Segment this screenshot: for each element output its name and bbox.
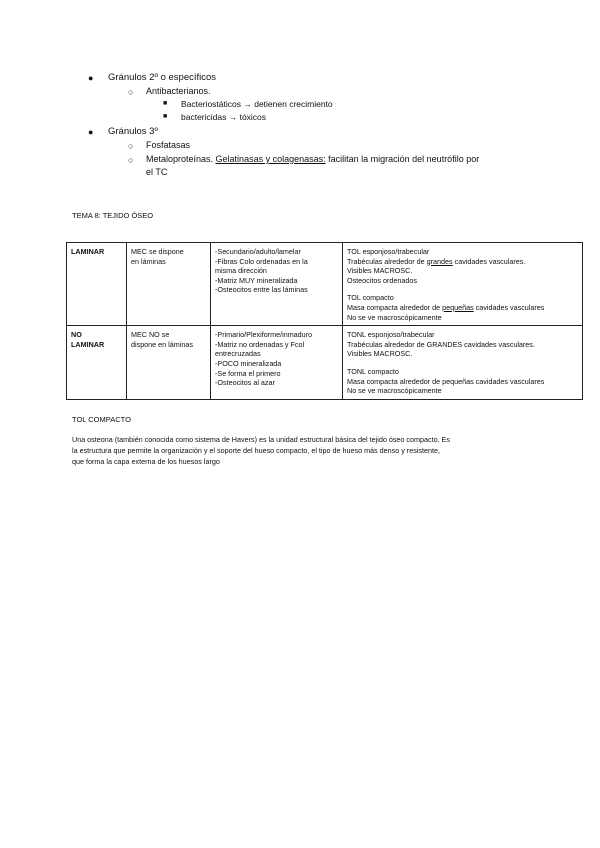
row-header: NO xyxy=(71,330,82,340)
osteona-paragraph xyxy=(72,434,450,467)
outline-item: Gránulos 3º xyxy=(108,126,158,137)
outline-item xyxy=(146,154,479,164)
features-cell xyxy=(211,243,343,326)
outline-item: Antibacterianos. xyxy=(146,86,211,96)
table-row xyxy=(67,326,583,400)
cell-line: -POCO mineralizada xyxy=(215,358,282,368)
cell-line: No se ve macroscópicamente xyxy=(347,312,442,322)
outline-item-continuation: el TC xyxy=(146,167,168,177)
outline-item: bactericidas → tóxicos xyxy=(181,112,267,122)
outline-underlined-text: Gelatinasas y colagenasas: xyxy=(215,154,326,164)
bullet-circle: ○ xyxy=(128,141,134,151)
cell-line: -Fibras Colo ordenadas en la xyxy=(215,256,308,266)
tol-cell xyxy=(343,243,583,326)
features-cell xyxy=(211,326,343,400)
cell-line: -Secundario/adulto/lamelar xyxy=(215,247,301,256)
outline-text: Metaloproteínas. xyxy=(146,154,216,164)
cell-line: -Se forma el primero xyxy=(215,368,281,378)
cell-line: en láminas xyxy=(131,256,166,266)
cell-text: Trabéculas alrededor de xyxy=(347,256,427,266)
paragraph-line: Una osteona (también conocida como sistema de Havers) es la unidad estructural básica del tejido óseo compacto. Es xyxy=(72,435,450,444)
bullet-circle: ○ xyxy=(128,155,134,165)
cell-line: Osteocitos ordenados xyxy=(347,275,417,285)
paragraph-line: la estructura que permite la organización y el soporte del hueso compacto, el tipo de hueso más denso y resistente, xyxy=(72,446,440,455)
cell-line: dispone en láminas xyxy=(131,339,193,349)
outline-item: Bacteriostáticos → detienen crecimiento xyxy=(181,99,333,109)
outline-text: facilitan la migración del neutrófilo por xyxy=(325,154,480,164)
cell-line: Masa compacta alrededor de pequeñas cavidades vasculares xyxy=(347,376,545,386)
cell-line: TONL esponjoso/trabecular xyxy=(347,330,435,340)
bullet-square: ■ xyxy=(163,100,168,107)
row-header: LAMINAR xyxy=(71,339,105,349)
spacer xyxy=(347,285,579,293)
mec-cell xyxy=(127,326,211,400)
cell-line: TONL compacto xyxy=(347,366,399,376)
row-header-cell xyxy=(67,243,127,326)
cell-line: Visibles MACROSC. xyxy=(347,266,413,276)
cell-line: misma dirección xyxy=(215,266,267,276)
row-header-cell xyxy=(67,326,127,400)
cell-line xyxy=(347,257,579,267)
bullet-square: ■ xyxy=(163,113,168,120)
cell-line: -Matriz MUY mineralizada xyxy=(215,275,298,285)
cell-line xyxy=(347,303,579,313)
outline-item: Fosfatasas xyxy=(146,140,191,150)
cell-line: No se ve macroscópicamente xyxy=(347,386,442,396)
cell-line: -Matriz no ordenadas y Fcol xyxy=(215,339,305,349)
table-row xyxy=(67,243,583,326)
cell-line: MEC se dispone xyxy=(131,247,184,256)
tol-cell xyxy=(343,326,583,400)
cell-line: TOL esponjoso/trabecular xyxy=(347,247,430,256)
cell-line: -Primario/Plexiforme/inmaduro xyxy=(215,330,313,340)
cell-line: entrecruzadas xyxy=(215,349,261,359)
cell-text: cavidades vasculares. xyxy=(452,256,526,266)
bullet-disc: ● xyxy=(88,127,94,137)
cell-line: -Osteocitos al azar xyxy=(215,378,275,388)
cell-line: -Osteocitos entre las láminas xyxy=(215,285,308,295)
mec-cell xyxy=(127,243,211,326)
cell-text: Masa compacta alrededor de xyxy=(347,302,443,312)
cell-underlined-text: pequeñas xyxy=(442,302,474,312)
bone-tissue-table xyxy=(66,242,583,400)
bullet-circle: ○ xyxy=(128,87,134,97)
cell-line: MEC NO se xyxy=(131,330,170,340)
bullet-disc: ● xyxy=(88,73,94,83)
cell-line: Visibles MACROSC. xyxy=(347,349,413,359)
cell-line: TOL compacto xyxy=(347,293,394,303)
cell-line: Trabéculas alrededor de GRANDES cavidades vasculares. xyxy=(347,339,535,349)
subsection-heading: TOL COMPACTO xyxy=(72,415,131,424)
outline-item: Gránulos 2º o específicos xyxy=(108,72,217,83)
section-title: TEMA 8: TEJIDO ÓSEO xyxy=(72,211,154,220)
cell-underlined-text: grandes xyxy=(426,256,453,266)
paragraph-line: que forma la capa externa de los huesos largo xyxy=(72,457,220,466)
cell-text: cavidades vasculares xyxy=(473,302,545,312)
row-header: LAMINAR xyxy=(71,247,105,256)
spacer xyxy=(347,359,579,367)
